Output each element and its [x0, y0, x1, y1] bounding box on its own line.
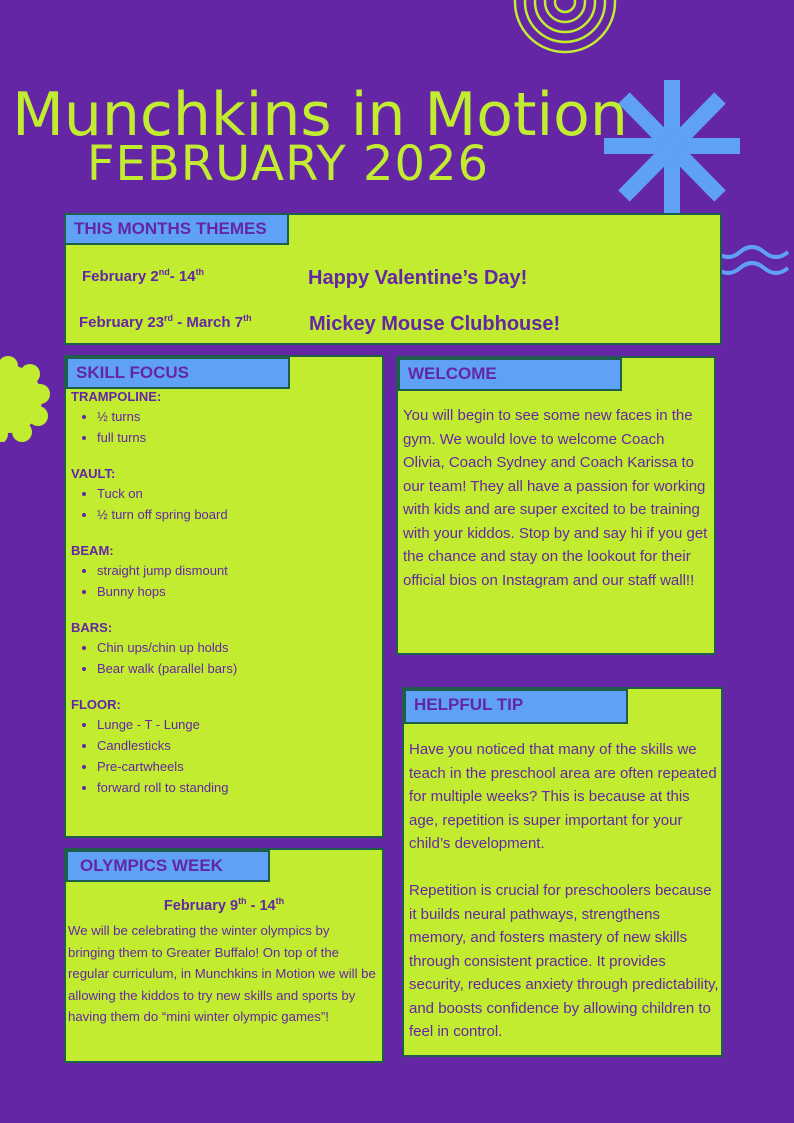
skill-item: • ½ turn off spring board — [97, 504, 377, 525]
olympics-date: February 9th - 14th — [163, 896, 285, 914]
skill-group-title: TRAMPOLINE: — [71, 389, 162, 404]
helpful-tip-box — [402, 687, 723, 1057]
helpful-tip-header: HELPFUL TIP — [404, 689, 628, 724]
themes-box — [64, 213, 722, 345]
helpful-tip-para-1: Have you noticed that many of the skills we teach in the preschool area are often repeated for multiple weeks? This is because at this age, repetition is super important for your child’s development. — [409, 741, 717, 852]
skill-group-title: BEAM: — [71, 543, 114, 558]
skill-item: • forward roll to standing — [97, 777, 377, 798]
welcome-text: You will begin to see some new faces in the gym. We would love to welcome Coach Olivia, Coach Sydney and Coach Karissa to our team! They all have a passion for working with kids and are super excited to be training with your kiddos. Stop by and say hi if you get the chance and stay on the lookout for their official bios on Instagram and our staff wall!! — [403, 407, 708, 589]
concentric-circles-icon — [510, 0, 620, 90]
skill-group-title: BARS: — [71, 620, 113, 635]
skill-group-title: FLOOR: — [71, 697, 121, 712]
olympics-header: OLYMPICS WEEK — [66, 850, 270, 882]
page-subtitle: FEBRUARY 2026 — [86, 136, 490, 192]
scallop-circle-icon — [0, 356, 60, 442]
welcome-header: WELCOME — [398, 358, 622, 391]
skill-item: • full turns — [97, 427, 377, 448]
olympics-text: We will be celebrating the winter olympics by bringing them to Greater Buffalo! On top of the regular curriculum, in Munchkins in Motion we will be allowing the kiddos to try new skills and sports by having them do “mini winter olympic games”! — [68, 923, 376, 1024]
skill-item: • Candlesticks — [97, 735, 377, 756]
helpful-tip-para-2: Repetition is crucial for preschoolers because it builds neural pathways, strengthens memory, and fosters mastery of new skills through consistent practice. It provides security, reduces anxiety through predictability, and boosts confidence by allowing children to feel in control. — [409, 882, 719, 1040]
skill-list — [71, 389, 377, 816]
theme-name-2: Mickey Mouse Clubhouse! — [309, 313, 561, 335]
theme-date-1: February 2nd- 14th — [82, 267, 205, 285]
page-title: Munchkins in Motion — [12, 80, 628, 150]
skill-focus-header: SKILL FOCUS — [66, 357, 290, 389]
theme-date-2: February 23rd - March 7th — [79, 313, 252, 331]
olympics-box — [64, 848, 384, 1063]
skill-item: • straight jump dismount — [97, 560, 377, 581]
theme-name-1: Happy Valentine’s Day! — [308, 267, 528, 289]
welcome-box — [396, 356, 716, 655]
skill-item: • Bear walk (parallel bars) — [97, 658, 377, 679]
skill-item: • Pre-cartwheels — [97, 756, 377, 777]
skill-focus-box — [64, 355, 384, 838]
themes-header: THIS MONTHS THEMES — [64, 213, 289, 245]
skill-group-title: VAULT: — [71, 466, 116, 481]
skill-item: • Tuck on — [97, 483, 377, 504]
skill-item: • Chin ups/chin up holds — [97, 637, 377, 658]
skill-item: • Lunge - T - Lunge — [97, 714, 377, 735]
skill-item: • ½ turns — [97, 406, 377, 427]
skill-item: • Bunny hops — [97, 581, 377, 602]
